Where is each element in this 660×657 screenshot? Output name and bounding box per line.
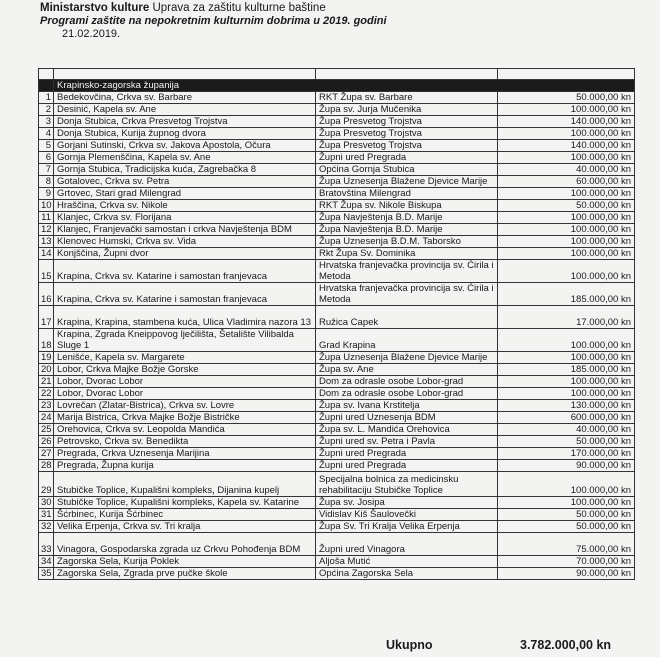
applicant-cell: Hrvatska franjevačka provincija sv. Ćirila i Metoda [316, 260, 498, 283]
heritage-site-cell: Gornja Plemenščina, Kapela sv. Ane [54, 152, 316, 164]
table-row [39, 164, 635, 176]
amount-cell: 40.000,00 kn [498, 164, 635, 176]
directorate-name: Uprava za zaštitu kulturne baštine [152, 2, 326, 14]
amount-cell: 100.000,00 kn [498, 352, 635, 364]
amount-cell: 600.000,00 kn [498, 412, 635, 424]
applicant-cell: Općina Zagorska Sela [316, 568, 498, 580]
table-row [39, 212, 635, 224]
heritage-site-cell: Desinić, Kapela sv. Ane [54, 104, 316, 116]
amount-cell: 50.000,00 kn [498, 509, 635, 521]
table-row [39, 306, 635, 329]
amount-cell: 100.000,00 kn [498, 497, 635, 509]
applicant-cell: Župa sv. Jurja Mučenika [316, 104, 498, 116]
total-label: Ukupno [386, 638, 433, 652]
table-row [39, 248, 635, 260]
applicant-cell: Župni ured Pregrada [316, 460, 498, 472]
heritage-site-cell: Krapina, Crkva sv. Katarine i samostan franjevaca [54, 283, 316, 306]
heritage-site-cell: Konjščina, Župni dvor [54, 248, 316, 260]
row-number-cell: 2 [39, 104, 54, 116]
applicant-cell: Župa Navještenja B.D. Marije [316, 224, 498, 236]
amount-cell: 100.000,00 kn [498, 188, 635, 200]
heritage-site-cell: Krapina, Zgrada Kneippovog lječilišta, Šetalište Vilibalda Sluge 1 [54, 329, 316, 352]
row-number-cell: 28 [39, 460, 54, 472]
applicant-cell: Rkt Župa Sv. Dominika [316, 248, 498, 260]
applicant-cell: Hrvatska franjevačka provincija sv. Ćirila i Metoda [316, 283, 498, 306]
row-number-cell: 25 [39, 424, 54, 436]
heritage-site-cell: Bedekovčina, Crkva sv. Barbare [54, 92, 316, 104]
table-row [39, 236, 635, 248]
table-row [39, 509, 635, 521]
amount-cell: 60.000,00 kn [498, 176, 635, 188]
heritage-site-cell: Pregrada, Crkva Uznesenja Marijina [54, 448, 316, 460]
applicant-cell: Aljoša Mutić [316, 556, 498, 568]
amount-cell: 40.000,00 kn [498, 424, 635, 436]
table-row [39, 128, 635, 140]
table-row [39, 497, 635, 509]
table-row [39, 92, 635, 104]
amount-cell: 100.000,00 kn [498, 248, 635, 260]
table-row [39, 352, 635, 364]
applicant-cell: Župni ured Pregrada [316, 152, 498, 164]
table-row [39, 460, 635, 472]
row-number-cell: 4 [39, 128, 54, 140]
table-row [39, 472, 635, 497]
table-row [39, 224, 635, 236]
table-row [39, 521, 635, 533]
row-number-cell: 1 [39, 92, 54, 104]
ministry-name: Ministarstvo kulture [40, 2, 150, 14]
row-number-cell: 11 [39, 212, 54, 224]
heritage-site-cell: Petrovsko, Crkva sv. Benedikta [54, 436, 316, 448]
applicant-cell: Župni ured Uznesenja BDM [316, 412, 498, 424]
heritage-site-cell: Lobor, Dvorac Lobor [54, 388, 316, 400]
heritage-site-cell: Lovrečan (Zlatar-Bistrica), Crkva sv. Lovre [54, 400, 316, 412]
ministry-line [40, 2, 387, 15]
row-number-cell: 26 [39, 436, 54, 448]
row-number-cell: 19 [39, 352, 54, 364]
heritage-site-cell: Klanjec, Crkva sv. Florijana [54, 212, 316, 224]
table-row [39, 412, 635, 424]
heritage-site-cell: Lobor, Dvorac Lobor [54, 376, 316, 388]
table-row [39, 568, 635, 580]
heritage-site-cell: Gotalovec, Crkva sv. Petra [54, 176, 316, 188]
amount-cell: 90.000,00 kn [498, 460, 635, 472]
heritage-site-cell: Krapina, Krapina, stambena kuća, Ulica Vladimira nazora 13 [54, 306, 316, 329]
heritage-site-cell: Lobor, Crkva Majke Božje Gorske [54, 364, 316, 376]
amount-cell: 100.000,00 kn [498, 128, 635, 140]
amount-cell: 100.000,00 kn [498, 329, 635, 352]
row-number-cell: 8 [39, 176, 54, 188]
amount-cell: 100.000,00 kn [498, 224, 635, 236]
table-row [39, 329, 635, 352]
amount-cell: 140.000,00 kn [498, 140, 635, 152]
row-number-cell: 32 [39, 521, 54, 533]
table-row [39, 388, 635, 400]
row-number-cell: 15 [39, 260, 54, 283]
amount-cell: 50.000,00 kn [498, 521, 635, 533]
amount-cell: 100.000,00 kn [498, 236, 635, 248]
blank-row [39, 69, 635, 80]
heritage-site-cell: Šćrbinec, Kurija Šćrbinec [54, 509, 316, 521]
amount-cell: 75.000,00 kn [498, 533, 635, 556]
amount-cell: 140.000,00 kn [498, 116, 635, 128]
applicant-cell: Župa Presvetog Trojstva [316, 116, 498, 128]
heritage-site-cell: Krapina, Crkva sv. Katarine i samostan franjevaca [54, 260, 316, 283]
table-row [39, 533, 635, 556]
table-row [39, 140, 635, 152]
applicant-cell: Župni ured Pregrada [316, 448, 498, 460]
table-row [39, 188, 635, 200]
row-number-cell: 29 [39, 472, 54, 497]
amount-cell: 130.000,00 kn [498, 400, 635, 412]
amount-cell: 170.000,00 kn [498, 448, 635, 460]
table-row [39, 260, 635, 283]
row-number-cell: 27 [39, 448, 54, 460]
heritage-site-cell: Stubičke Toplice, Kupališni kompleks, Dijanina kupelj [54, 472, 316, 497]
row-number-cell: 5 [39, 140, 54, 152]
heritage-site-cell: Donja Stubica, Kurija župnog dvora [54, 128, 316, 140]
applicant-cell: Župni ured Vinagora [316, 533, 498, 556]
applicant-cell: Općina Gornja Stubica [316, 164, 498, 176]
applicant-cell: Župa sv. L. Mandića Orehovica [316, 424, 498, 436]
applicant-cell: Grad Krapina [316, 329, 498, 352]
row-number-cell: 21 [39, 376, 54, 388]
amount-cell: 100.000,00 kn [498, 104, 635, 116]
row-number-cell: 10 [39, 200, 54, 212]
table-row [39, 448, 635, 460]
heritage-site-cell: Orehovica, Crkva sv. Leopolda Mandića [54, 424, 316, 436]
document-date: 21.02.2019. [62, 28, 121, 40]
region-header-row [39, 80, 635, 92]
heritage-site-cell: Lenišće, Kapela sv. Margarete [54, 352, 316, 364]
row-number-cell: 17 [39, 306, 54, 329]
amount-cell: 50.000,00 kn [498, 436, 635, 448]
amount-cell: 185.000,00 kn [498, 364, 635, 376]
amount-cell: 50.000,00 kn [498, 200, 635, 212]
heritage-site-cell: Velika Erpenja, Crkva sv. Tri kralja [54, 521, 316, 533]
amount-cell: 70.000,00 kn [498, 556, 635, 568]
table-row [39, 176, 635, 188]
amount-cell: 17.000,00 kn [498, 306, 635, 329]
applicant-cell: RKT Župa sv. Barbare [316, 92, 498, 104]
heritage-site-cell: Zagorska Sela, Zgrada prve pučke škole [54, 568, 316, 580]
table-row [39, 376, 635, 388]
heritage-site-cell: Klanjec, Franjevački samostan i crkva Navještenja BDM [54, 224, 316, 236]
heritage-site-cell: Pregrada, Župna kurija [54, 460, 316, 472]
applicant-cell: RKT Župa sv. Nikole Biskupa [316, 200, 498, 212]
table-row [39, 200, 635, 212]
applicant-cell: Vidislav Kiš Šaulovečki [316, 509, 498, 521]
row-number-cell: 30 [39, 497, 54, 509]
amount-cell: 185.000,00 kn [498, 283, 635, 306]
table-row [39, 364, 635, 376]
program-title: Programi zaštite na nepokretnim kulturnim dobrima u 2019. godini [40, 15, 387, 27]
row-number-cell: 20 [39, 364, 54, 376]
applicant-cell: Župa Presvetog Trojstva [316, 128, 498, 140]
heritage-site-cell: Klenovec Humski, Crkva sv. Vida [54, 236, 316, 248]
row-number-cell: 14 [39, 248, 54, 260]
table-row [39, 400, 635, 412]
table-row [39, 424, 635, 436]
amount-cell: 100.000,00 kn [498, 212, 635, 224]
row-number-cell: 18 [39, 329, 54, 352]
total-value: 3.782.000,00 kn [520, 638, 612, 652]
region-title: Krapinsko-zagorska županija [54, 80, 635, 92]
row-number-cell: 3 [39, 116, 54, 128]
table-row [39, 116, 635, 128]
applicant-cell: Župni ured sv. Petra i Pavla [316, 436, 498, 448]
heritage-site-cell: Hraščina, Crkva sv. Nikole [54, 200, 316, 212]
table-row [39, 283, 635, 306]
amount-cell: 100.000,00 kn [498, 472, 635, 497]
row-number-cell: 9 [39, 188, 54, 200]
row-number-cell: 12 [39, 224, 54, 236]
applicant-cell: Župa Uznesenja B.D.M. Taborsko [316, 236, 498, 248]
amount-cell: 50.000,00 kn [498, 92, 635, 104]
applicant-cell: Župa sv. Ivana Krstitelja [316, 400, 498, 412]
applicant-cell: Župa Navještenja B.D. Marije [316, 212, 498, 224]
applicant-cell: Ružica Capek [316, 306, 498, 329]
amount-cell: 100.000,00 kn [498, 260, 635, 283]
row-number-cell: 22 [39, 388, 54, 400]
heritage-site-cell: Grtovec, Stari grad Milengrad [54, 188, 316, 200]
heritage-site-cell: Stubičke Toplice, Kupališni kompleks, Kapela sv. Katarine [54, 497, 316, 509]
heritage-site-cell: Gorjani Sutinski, Crkva sv. Jakova Apostola, Očura [54, 140, 316, 152]
row-number-cell: 34 [39, 556, 54, 568]
applicant-cell: Župa sv. Josipa [316, 497, 498, 509]
table-row [39, 436, 635, 448]
document-header [40, 2, 387, 41]
applicant-cell: Župa sv. Ane [316, 364, 498, 376]
row-number-cell: 33 [39, 533, 54, 556]
applicant-cell: Župa Uznesenja Blažene Djevice Marije [316, 352, 498, 364]
amount-cell: 100.000,00 kn [498, 388, 635, 400]
amount-cell: 90.000,00 kn [498, 568, 635, 580]
amount-cell: 100.000,00 kn [498, 376, 635, 388]
applicant-cell: Specijalna bolnica za medicinsku rehabilitaciju Stubičke Toplice [316, 472, 498, 497]
applicant-cell: Župa Presvetog Trojstva [316, 140, 498, 152]
row-number-cell: 35 [39, 568, 54, 580]
funding-table [38, 68, 635, 580]
row-number-cell: 16 [39, 283, 54, 306]
heritage-site-cell: Marija Bistrica, Crkva Majke Božje Bistričke [54, 412, 316, 424]
row-number-cell: 6 [39, 152, 54, 164]
table-row [39, 104, 635, 116]
heritage-site-cell: Gornja Stubica, Tradicijska kuća, Zagrebačka 8 [54, 164, 316, 176]
row-number-cell: 31 [39, 509, 54, 521]
row-number-cell: 23 [39, 400, 54, 412]
applicant-cell: Dom za odrasle osobe Lobor-grad [316, 376, 498, 388]
row-number-cell: 7 [39, 164, 54, 176]
amount-cell: 100.000,00 kn [498, 152, 635, 164]
applicant-cell: Dom za odrasle osobe Lobor-grad [316, 388, 498, 400]
applicant-cell: Župa Sv. Tri Kralja Velika Erpenja [316, 521, 498, 533]
heritage-site-cell: Vinagora, Gospodarska zgrada uz Crkvu Pohođenja BDM [54, 533, 316, 556]
table-row [39, 556, 635, 568]
heritage-site-cell: Zagorska Sela, Kurija Poklek [54, 556, 316, 568]
applicant-cell: Bratovština Milengrad [316, 188, 498, 200]
row-number-cell: 24 [39, 412, 54, 424]
heritage-site-cell: Donja Stubica, Crkva Presvetog Trojstva [54, 116, 316, 128]
row-number-cell: 13 [39, 236, 54, 248]
applicant-cell: Župa Uznesenja Blažene Djevice Marije [316, 176, 498, 188]
table-row [39, 152, 635, 164]
